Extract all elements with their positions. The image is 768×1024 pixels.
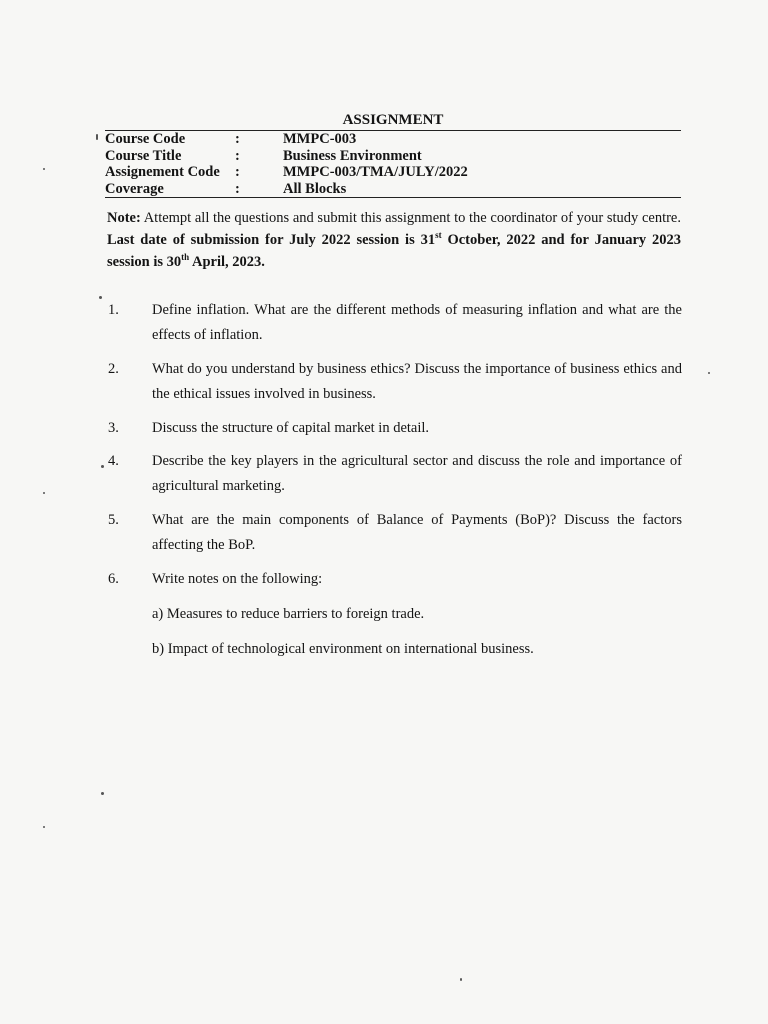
info-value: MMPC-003 bbox=[283, 131, 357, 147]
ordinal-suffix: st bbox=[435, 230, 442, 241]
info-label: Assignement Code bbox=[105, 164, 220, 180]
scan-speck bbox=[460, 978, 462, 981]
info-value: MMPC-003/TMA/JULY/2022 bbox=[283, 164, 468, 180]
sub-item: a) Measures to reduce barriers to foreign trade. bbox=[152, 606, 425, 622]
sub-item: b) Impact of technological environment on international business. bbox=[152, 641, 534, 657]
question-number: 2. bbox=[108, 361, 119, 377]
question-item bbox=[108, 416, 682, 441]
scan-speck bbox=[101, 792, 104, 795]
question-text: What are the main components of Balance of Payments (BoP)? Discuss the factors affecting the BoP. bbox=[152, 512, 682, 553]
info-colon: : bbox=[235, 147, 240, 164]
deadline-part: October, 2022 and for January 2023 session is 30 bbox=[107, 232, 682, 270]
course-title-row bbox=[105, 148, 681, 165]
question-item bbox=[108, 449, 682, 499]
deadline-part: April, 2023. bbox=[189, 254, 265, 270]
course-info-table bbox=[105, 131, 681, 198]
info-colon: : bbox=[235, 131, 240, 147]
assignment-code-row bbox=[105, 164, 681, 181]
scan-speck bbox=[43, 492, 45, 494]
assignment-heading: ASSIGNMENT bbox=[105, 112, 681, 131]
submission-note bbox=[107, 207, 681, 273]
question-number: 1. bbox=[108, 302, 119, 318]
info-colon: : bbox=[235, 164, 240, 180]
deadline-part: Last date of submission for July 2022 session is 31 bbox=[107, 232, 436, 248]
question-item bbox=[108, 508, 682, 558]
note-text: Attempt all the questions and submit this assignment to the coordinator of your study centre. bbox=[140, 210, 681, 226]
scan-speck bbox=[43, 168, 45, 170]
info-label: Course Code bbox=[105, 131, 186, 147]
question-item bbox=[108, 567, 682, 592]
scan-speck bbox=[99, 296, 102, 299]
scan-speck bbox=[101, 465, 104, 468]
question-list bbox=[108, 298, 682, 662]
scan-speck bbox=[43, 826, 45, 828]
info-label: Course Title bbox=[105, 147, 182, 164]
scan-speck bbox=[708, 372, 710, 374]
scan-speck bbox=[96, 134, 98, 140]
question-number: 4. bbox=[108, 453, 119, 469]
question-text: Write notes on the following: bbox=[152, 571, 323, 587]
question-number: 6. bbox=[108, 571, 119, 587]
note-label: Note: bbox=[107, 210, 141, 226]
ordinal-suffix: th bbox=[181, 252, 190, 263]
question-item bbox=[108, 357, 682, 407]
question-text: Discuss the structure of capital market in detail. bbox=[152, 420, 430, 436]
info-value: All Blocks bbox=[283, 180, 347, 197]
question-item bbox=[108, 298, 682, 348]
question-text: Describe the key players in the agricultural sector and discuss the role and importance of agricultural marketing. bbox=[152, 453, 682, 494]
question-text: Define inflation. What are the different methods of measuring inflation and what are the effects of inflation. bbox=[152, 302, 682, 343]
deadline-text bbox=[107, 232, 681, 270]
course-code-row bbox=[105, 131, 681, 148]
question-text: What do you understand by business ethics? Discuss the importance of business ethics and the ethical issues involved in business. bbox=[152, 361, 682, 402]
coverage-row bbox=[105, 181, 681, 198]
question-number: 3. bbox=[108, 420, 119, 436]
info-label: Coverage bbox=[105, 180, 164, 197]
info-value: Business Environment bbox=[283, 147, 422, 164]
info-colon: : bbox=[235, 180, 240, 197]
question-number: 5. bbox=[108, 512, 119, 528]
